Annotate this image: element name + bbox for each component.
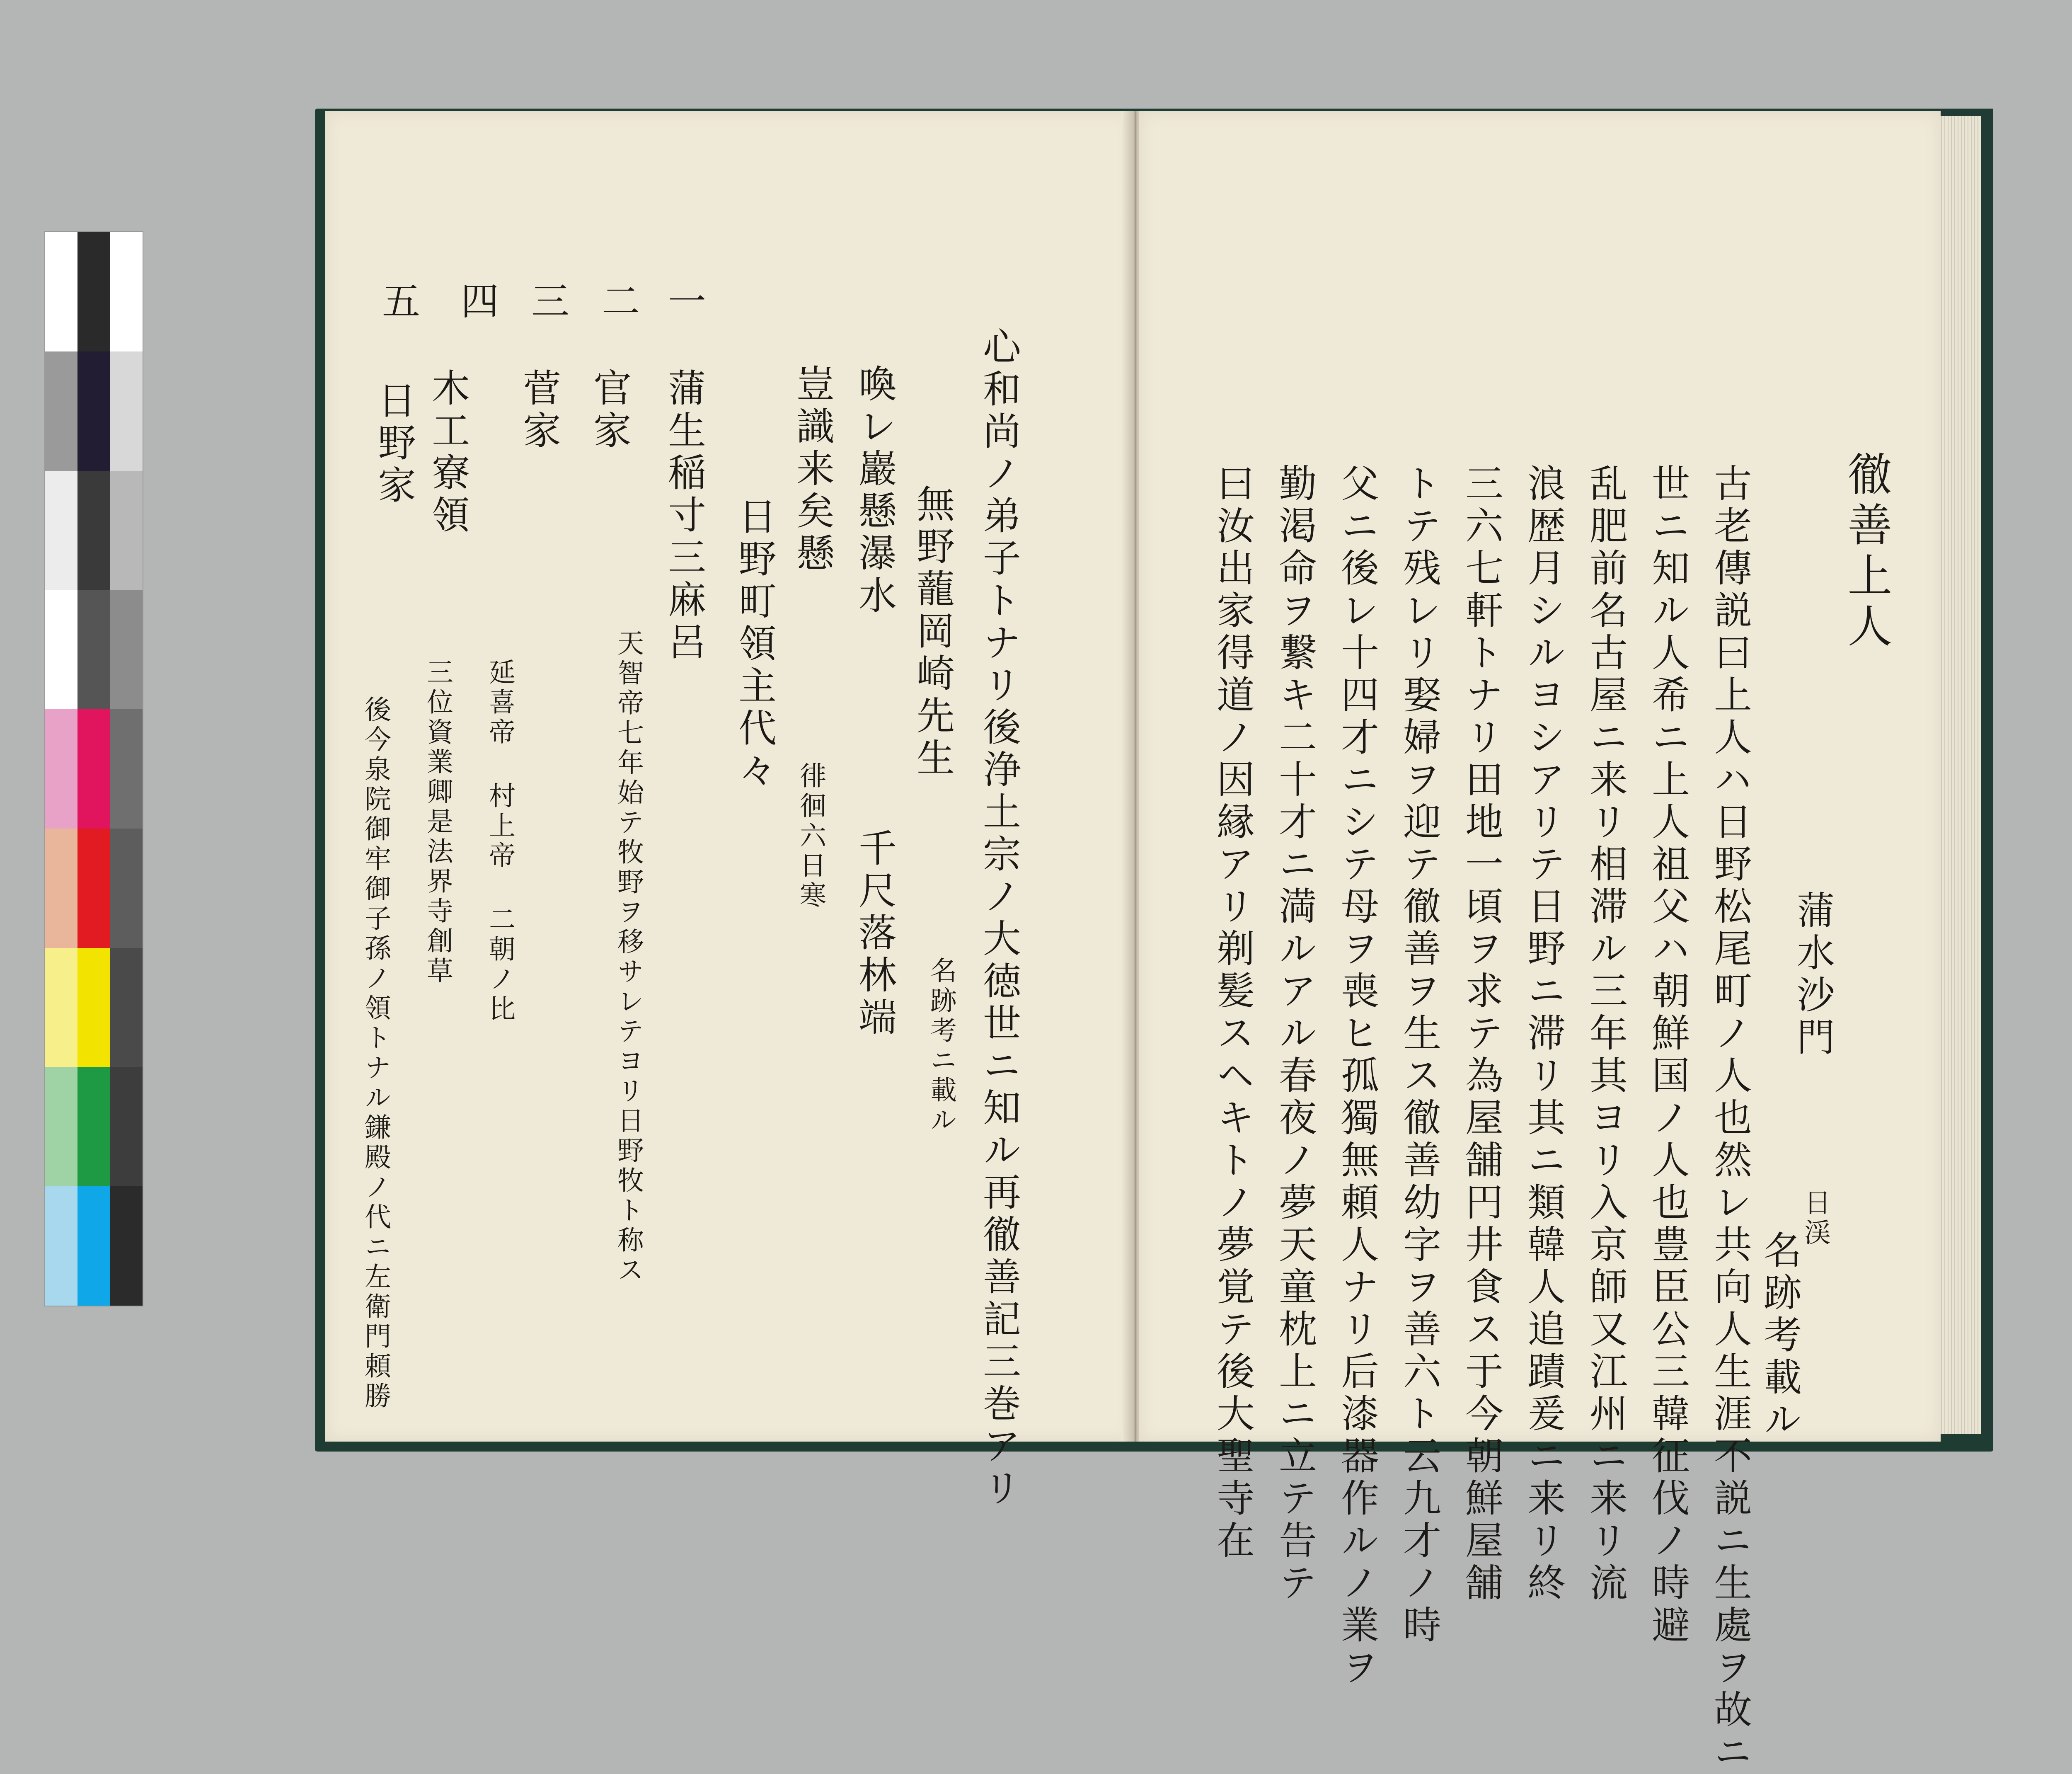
list-num-2: 二 <box>595 281 640 323</box>
body-line-3: 乱肥前名古屋ニ来リ相滞ル三年其ヨリ入京師又江州ニ来リ流 <box>1583 463 1628 1605</box>
list-num-4: 四 <box>455 281 499 323</box>
checker-patch <box>77 1067 110 1186</box>
checker-patch <box>45 590 77 709</box>
body-line-7: 父ニ後レ十四才ニシテ母ヲ喪ヒ孤獨無頼人ナリ后漆器作ルノ業ヲ <box>1335 463 1379 1689</box>
left-line-6: 徘徊六日寒 <box>795 762 826 911</box>
left-line-1: 心和尚ノ弟子トナリ後浄土宗ノ大徳世ニ知ル再徹善記三巻アリ <box>977 327 1021 1510</box>
left-line-4: 千尺落林端 <box>852 828 897 1040</box>
list-num-3: 三 <box>525 281 569 323</box>
checker-patch <box>77 1186 110 1306</box>
checker-patch <box>110 471 143 590</box>
right-page <box>1139 111 1941 1774</box>
checker-patch <box>77 709 110 829</box>
list-note-3: 延喜帝 村上帝 二朝ノ比 <box>484 658 515 1025</box>
left-line-2: 無野蘢岡崎先生 <box>910 484 955 780</box>
left-page <box>325 111 1133 1510</box>
list-note-5: 後今泉院御牢御子孫ノ領トナル鎌殿ノ代ニ左衛門頼勝 <box>360 696 391 1412</box>
checker-patch <box>77 829 110 948</box>
checker-patch <box>45 948 77 1067</box>
checker-patch <box>45 351 77 471</box>
author-line-c: 名跡考載ル <box>1757 1230 1802 1442</box>
left-line-7: 日野町領主代々 <box>732 497 777 792</box>
list-num-1: 一 <box>662 281 706 323</box>
checker-patch <box>110 709 143 829</box>
left-line-5: 豈識来矣懸 <box>790 364 835 575</box>
checker-patch <box>110 829 143 948</box>
checker-patch <box>45 1186 77 1306</box>
checker-patch <box>110 1067 143 1186</box>
checker-patch <box>45 232 77 351</box>
checker-patch <box>110 948 143 1067</box>
entry-title: 徹善上人 <box>1840 451 1892 653</box>
checker-patch <box>77 948 110 1067</box>
body-line-4: 浪歴月シルヨシアリテ日野ニ滞リ其ニ類韓人追蹟爰ニ来リ終 <box>1521 463 1566 1605</box>
list-item-1: 蒲生稲寸三麻呂 <box>662 368 706 664</box>
author-line-a: 蒲水沙門 <box>1791 890 1835 1059</box>
list-item-2: 官家 <box>587 368 632 453</box>
color-checker-strip <box>44 231 143 1306</box>
checker-patch <box>110 351 143 471</box>
body-line-6: トテ残レリ娶婦ヲ迎テ徹善ヲ生ス徹善幼字ヲ善六ト云九才ノ時 <box>1397 463 1441 1647</box>
list-note-4: 三位資業卿是法界寺創草 <box>422 658 453 986</box>
body-line-2: 世ニ知ル人希ニ上人祖父ハ朝鮮国ノ人也豊臣公三韓征伐ノ時避 <box>1646 463 1690 1647</box>
checker-patch <box>77 471 110 590</box>
list-item-4: 木工寮領 <box>426 368 470 537</box>
checker-patch <box>77 232 110 351</box>
left-line-3: 喚レ巖懸瀑水 <box>852 364 897 618</box>
list-item-3: 菅家 <box>517 368 561 453</box>
checker-patch <box>110 232 143 351</box>
author-line-b: 日渓 <box>1800 1189 1830 1248</box>
body-line-5: 三六七軒トナリ田地一頃ヲ求テ為屋舗円井食ス于今朝鮮屋舗 <box>1459 463 1503 1605</box>
body-line-8: 勤渇命ヲ繋キ二十才ニ満ルアル春夜ノ夢天童枕上ニ立テ告テ <box>1273 463 1317 1605</box>
body-line-1: 古老傳説曰上人ハ日野松尾町ノ人也然レ共向人生涯不説ニ生處ヲ故ニ <box>1708 463 1752 1774</box>
page-stack <box>1935 116 1981 1434</box>
list-num-5: 五 <box>376 281 420 323</box>
checker-patch <box>77 590 110 709</box>
checker-patch <box>45 709 77 829</box>
checker-patch <box>77 351 110 471</box>
checker-patch <box>110 1186 143 1306</box>
left-note-1: 名跡考ニ載ル <box>926 957 956 1136</box>
body-line-9: 曰汝出家得道ノ因縁アリ剃髪スヘキトノ夢覚テ後大聖寺在 <box>1210 463 1255 1563</box>
list-item-5: 日野家 <box>372 380 416 507</box>
checker-patch <box>110 590 143 709</box>
checker-patch <box>45 471 77 590</box>
list-note-1: 天智帝七年始テ牧野ヲ移サレテヨリ日野牧ト称ス <box>613 629 644 1286</box>
checker-patch <box>45 1067 77 1186</box>
checker-patch <box>45 829 77 948</box>
